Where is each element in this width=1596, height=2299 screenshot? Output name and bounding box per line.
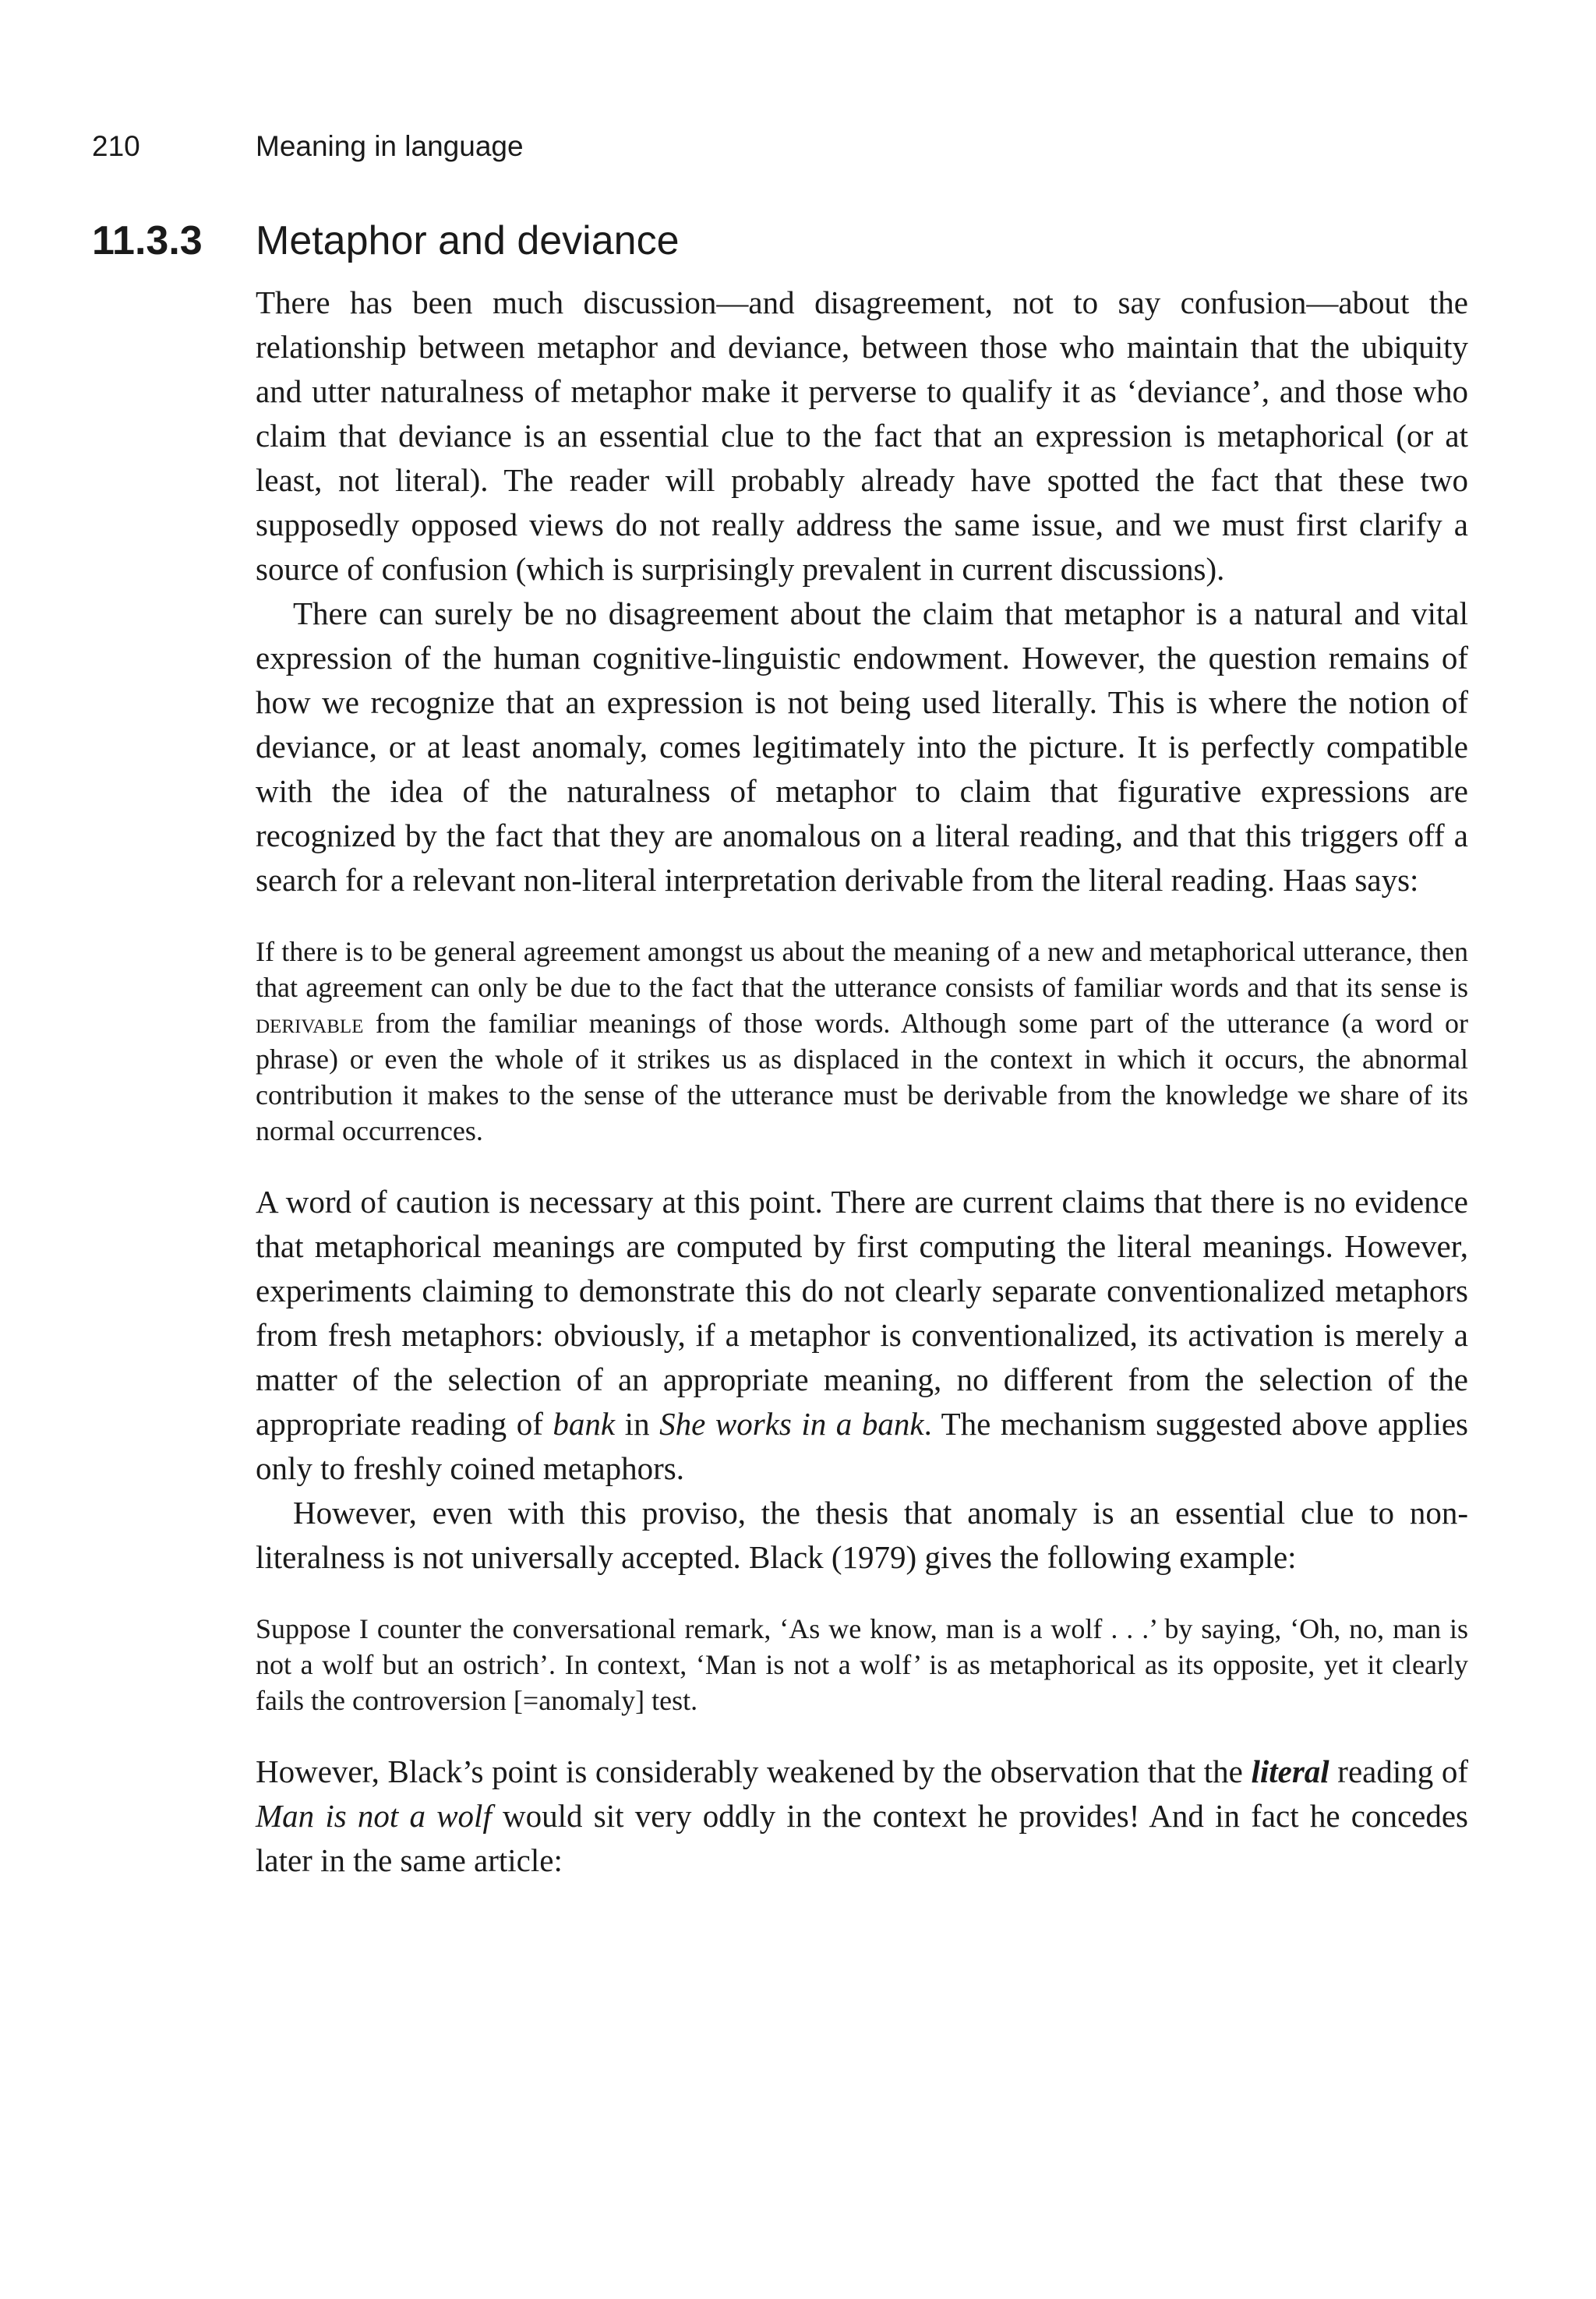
emphasis-term: literal	[1251, 1753, 1329, 1789]
paragraph-text: A word of caution is necessary at this point. There are current claims that there is no evidence that metaphorical meanings are computed by first computing the literal meanings. However, experiments claiming to demonstrate this do not clearly separate conventionalized metaphors from fresh metaphors: obviously, if a metaphor is conventionalized, its activation is merely a matter of the selection of an appropriate meaning, no different from the selection of the appropriate reading of	[256, 1184, 1468, 1442]
running-title: Meaning in language	[256, 130, 524, 162]
paragraph-text: in	[615, 1406, 660, 1442]
body-text	[256, 281, 1468, 1883]
paragraph-text: reading of	[1329, 1753, 1469, 1789]
section-title: Metaphor and deviance	[256, 218, 680, 263]
paragraph-text: would sit very oddly in the context he provides! And in fact he concedes later in the same article:	[256, 1798, 1468, 1878]
quote-text: from the familiar meanings of those words. Although some part of the utterance (a word or phrase) or even the whole of it strikes us as displaced in the context in which it occurs, the abnormal contribution it makes to the sense of the utterance must be derivable from the knowledge we share of its normal occurrences.	[256, 1008, 1468, 1146]
italic-example: She works in a bank	[659, 1406, 924, 1442]
small-caps-term: derivable	[256, 1008, 364, 1039]
italic-example: Man is not a wolf	[256, 1798, 492, 1834]
paragraph-text: . The mechanism suggested above applies only to freshly coined metaphors.	[256, 1406, 1468, 1486]
paragraph	[256, 1180, 1468, 1491]
block-quote	[256, 934, 1468, 1149]
running-head	[92, 129, 524, 164]
paragraph: There has been much discussion—and disagreement, not to say confusion—about the relationship between metaphor and deviance, between those who maintain that the ubiquity and utter naturalness of metaphor make it perverse to qualify it as ‘deviance’, and those who claim that deviance is an essential clue to the fact that an expression is metaphorical (or at least, not literal). The reader will probably already have spotted the fact that these two supposedly opposed views do not really address the same issue, and we must first clarify a source of confusion (which is surprisingly prevalent in current discussions).	[256, 284, 1468, 587]
paragraph	[256, 1750, 1468, 1883]
paragraph-text: However, Black’s point is considerably weakened by the observation that the	[256, 1753, 1252, 1789]
section-number: 11.3.3	[92, 218, 203, 263]
section-heading	[92, 215, 680, 267]
paragraph: However, even with this proviso, the thesis that anomaly is an essential clue to non-literalness is not universally accepted. Black (1979) gives the following example:	[256, 1495, 1468, 1575]
block-quote: Suppose I counter the conversational remark, ‘As we know, man is a wolf . . .’ by saying, ‘Oh, no, man is not a wolf but an ostrich’. In context, ‘Man is not a wolf’ is as metaphorical as its opposite, yet it clearly fails the controversion [=anomaly] test.	[256, 1613, 1468, 1716]
italic-term: bank	[553, 1406, 616, 1442]
quote-text: If there is to be general agreement amongst us about the meaning of a new and metaphorical utterance, then that agreement can only be due to the fact that the utterance consists of familiar words and that its sense is	[256, 936, 1468, 1003]
paragraph: There can surely be no disagreement about the claim that metaphor is a natural and vital expression of the human cognitive-linguistic endowment. However, the question remains of how we recognize that an expression is not being used literally. This is where the notion of deviance, or at least anomaly, comes legitimately into the picture. It is perfectly compatible with the idea of the naturalness of metaphor to claim that figurative expressions are recognized by the fact that they are anomalous on a literal reading, and that this triggers off a search for a relevant non-literal interpretation derivable from the literal reading. Haas says:	[256, 595, 1468, 898]
page-number: 210	[92, 130, 140, 162]
